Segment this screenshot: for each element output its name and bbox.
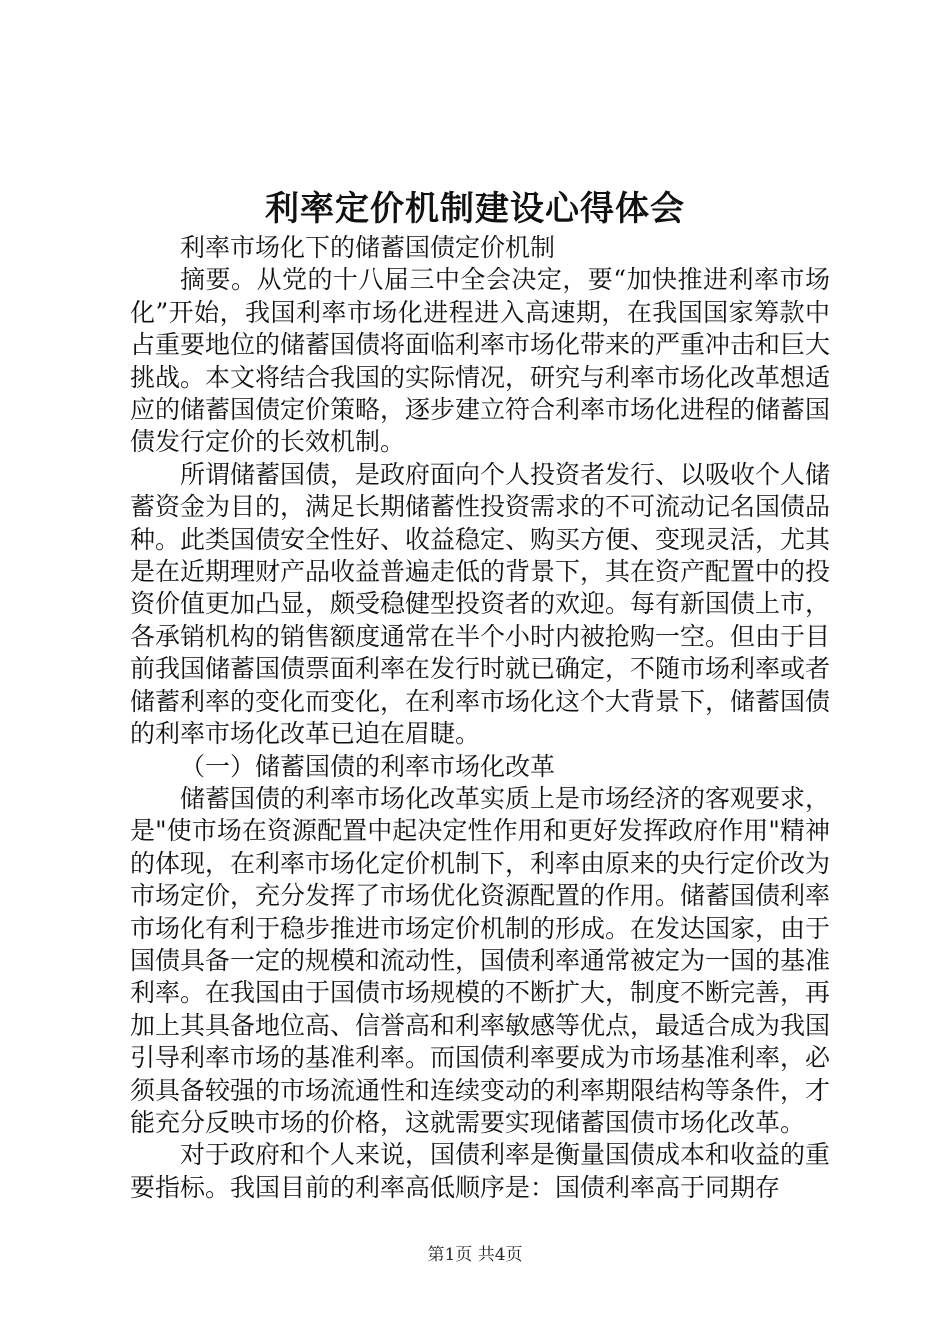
document-title: 利率定价机制建设心得体会 xyxy=(265,189,685,229)
body-paragraph: 所谓储蓄国债，是政府面向个人投资者发行、以吸收个人储蓄资金为目的，满足长期储蓄性投资需求的不可流动记名国债品种。此类国债安全性好、收益稳定、购买方便、变现灵活，尤其是在近期理财产品收益普遍走低的背景下，其在资产配置中的投资价值更加凸显，颇受稳健型投资者的欢迎。每有新国债上市，各承销机构的销售额度通常在半个小时内被抢购一空。但由于目前我国储蓄国债票面利率在发行时就已确定，不随市场利率或者储蓄利率的变化而变化，在利率市场化这个大背景下，储蓄国债的利率市场化改革已迫在眉睫。 xyxy=(130,459,831,749)
body-paragraph: 对于政府和个人来说，国债利率是衡量国债成本和收益的重要指标。我国目前的利率高低顺序是：国债利率高于同期存 xyxy=(130,1140,831,1202)
abstract-paragraph: 摘要。从党的十八届三中全会决定，要“加快推进利率市场化”开始，我国利率市场化进程进入高速期，在我国国家筹款中占重要地位的储蓄国债将面临利率市场化带来的严重冲击和巨大挑战。本文将结合我国的实际情况，研究与利率市场化改革想适应的储蓄国债定价策略，逐步建立符合利率市场化进程的储蓄国债发行定价的长效机制。 xyxy=(130,265,831,457)
document-body xyxy=(130,232,830,1204)
section-heading: （一）储蓄国债的利率市场化改革 xyxy=(180,751,556,781)
page-number-footer: 第1页 共4页 xyxy=(427,1245,523,1265)
section-subtitle: 利率市场化下的储蓄国债定价机制 xyxy=(180,233,556,262)
body-paragraph: 储蓄国债的利率市场化改革实质上是市场经济的客观要求，是"使市场在资源配置中起决定性作用和更好发挥政府作用"精神的体现，在利率市场化定价机制下，利率由原来的央行定价改为市场定价，充分发挥了市场优化资源配置的作用。储蓄国债利率市场化有利于稳步推进市场定价机制的形成。在发达国家，由于国债具备一定的规模和流动性，国债利率通常被定为一国的基准利率。在我国由于国债市场规模的不断扩大，制度不断完善，再加上其具备地位高、信誉高和利率敏感等优点，最适合成为我国引导利率市场的基准利率。而国债利率要成为市场基准利率，必须具备较强的市场流通性和连续变动的利率期限结构等条件，才能充分反映市场的价格，这就需要实现储蓄国债市场化改革。 xyxy=(130,783,831,1137)
